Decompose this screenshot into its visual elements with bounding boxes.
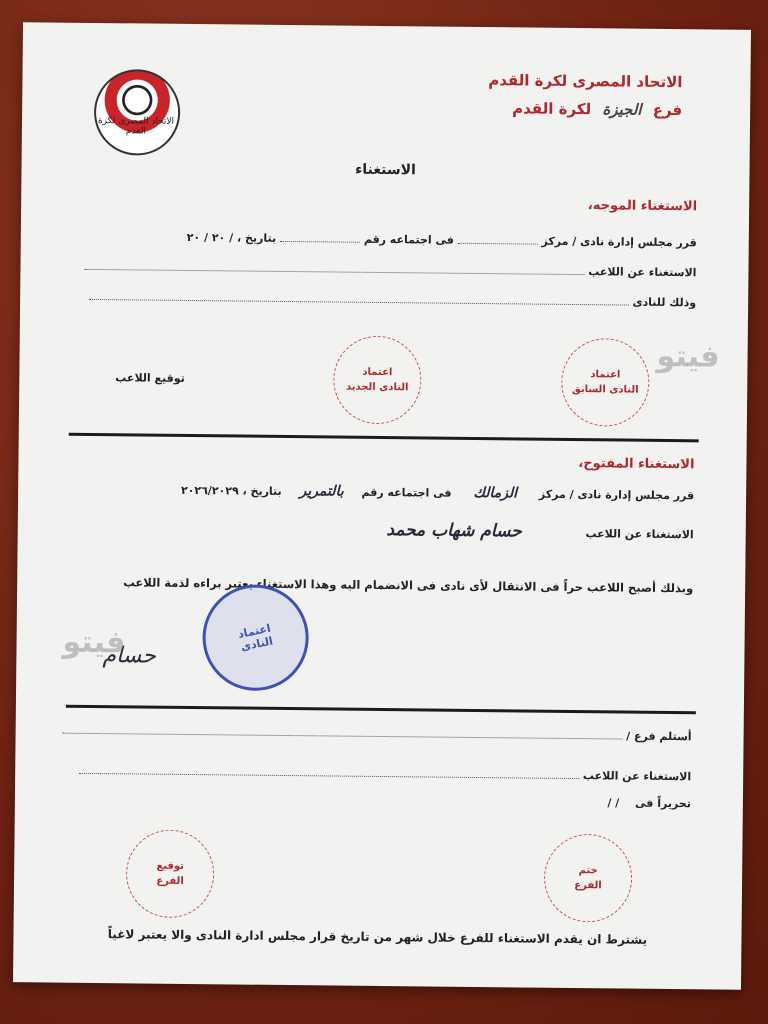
meeting-handwritten: بالتمرير [299,483,344,500]
divider-2 [66,705,696,715]
document-title: الاستغناء [355,161,416,179]
stamp-branch-signature: توقيع الفرع [126,829,215,918]
divider-1 [69,433,699,443]
section2-date: ٢٠٢٦/٢٠٢٩ [180,483,239,498]
club-handwritten: الزمالك [473,484,518,502]
branch-handwritten: الجيزة [602,100,642,119]
branch-line [512,99,682,119]
org-name: الاتحاد المصرى لكرة القدم [488,71,683,92]
stamp-old-club: اعتماد النادى السابق [561,338,650,427]
official-signature: حسام [102,643,157,669]
efa-logo-text: الاتحاد المصرى لكرة القدم [97,116,175,137]
branch-label: فرع [652,100,683,120]
written-on-line: تحريراً فى / / [607,796,691,811]
section1-line1: قرر مجلس إدارة نادى / مركز فى اجتماعه رقم بتاريخ ، / ٢٠ / ٢٠ [186,230,697,250]
section1-line3: وذلك للنادى [89,289,697,309]
received-branch-line: أستلم فرع / [62,723,691,744]
section1-date: / ٢٠ / ٢٠ [186,230,234,245]
stamp-branch-seal: ختم الفرع [544,834,633,923]
club-official-stamp: اعتماد النادى [193,575,318,700]
player-name-handwritten: حسام شهاب محمد [386,520,522,542]
release-form-document [13,22,751,990]
watermark-middle: فيتو [62,624,126,661]
branch-suffix: لكرة القدم [512,99,592,119]
section3-player-line: الاستغناء عن اللاعب [79,763,691,783]
efa-logo [94,69,181,156]
stamp-new-club: اعتماد النادى الجديد [333,335,422,424]
release-statement: وبذلك أصبح اللاعب حراً فى الانتقال لأى نادى فى الانضمام اليه وهذا الاستغناء يعتبر براءه لذمة اللاعب [123,575,694,596]
player-signature-label: توقيع اللاعب [115,371,185,385]
watermark-top: فيتو [656,338,720,375]
footer-condition: يشترط ان يقدم الاستغناء للفرع خلال شهر من تاريخ قرار مجلس ادارة النادى والا يعتبر لاغياً [107,927,648,947]
section1-heading: الاستغناء الموجه، [587,198,698,215]
section2-heading: الاستغناء المفتوح، [578,456,695,473]
section2-line1: قرر مجلس إدارة نادى / مركز الزمالك فى اجتماعه رقم بالتمرير بتاريخ ، ٢٠٢٦/٢٠٢٩ [180,483,695,503]
section2-line2: الاستغناء عن اللاعب حسام شهاب محمد [326,519,694,543]
section1-line2: الاستغناء عن اللاعب [84,259,696,279]
